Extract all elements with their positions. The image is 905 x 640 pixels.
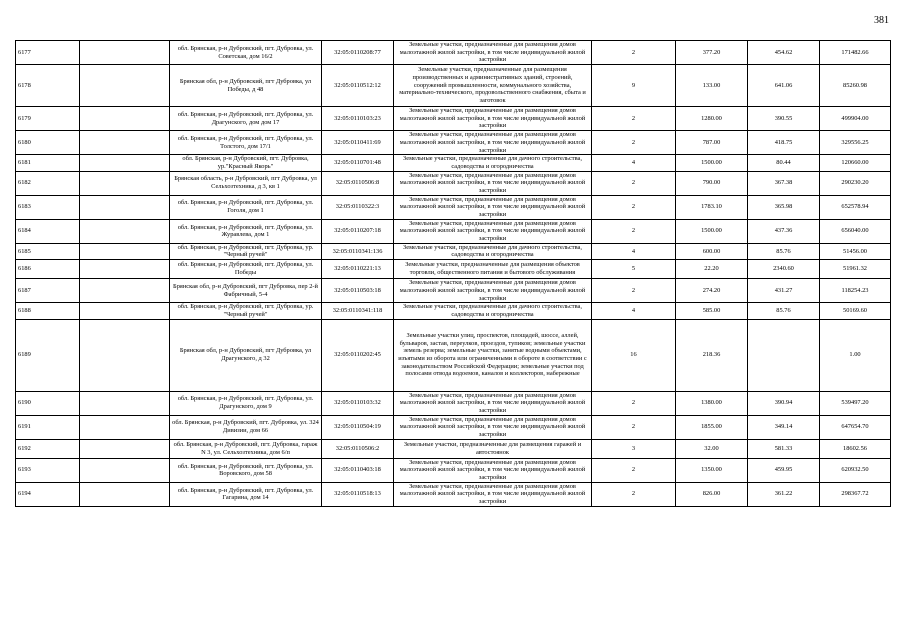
row-number: 6190 bbox=[16, 391, 80, 415]
empty-cell bbox=[80, 65, 170, 107]
table-row bbox=[16, 243, 891, 259]
cadastral-value-cell: 620932.50 bbox=[820, 458, 891, 482]
area-cell: 1500.00 bbox=[676, 219, 748, 243]
table-row bbox=[16, 65, 891, 107]
unit-value-cell: 418.75 bbox=[748, 131, 820, 155]
group-number-cell: 9 bbox=[592, 65, 676, 107]
area-cell: 1350.00 bbox=[676, 458, 748, 482]
empty-cell bbox=[80, 171, 170, 195]
area-cell: 1855.00 bbox=[676, 415, 748, 439]
cadastral-value-cell: 171482.66 bbox=[820, 41, 891, 65]
area-cell: 790.00 bbox=[676, 171, 748, 195]
unit-value-cell: 390.94 bbox=[748, 391, 820, 415]
address-cell: обл. Брянская, р-н Дубровский, пгт. Дубровка, ур. "Черный ручей" bbox=[170, 303, 322, 319]
cadastral-value-cell: 118254.23 bbox=[820, 279, 891, 303]
land-use-cell: Земельные участки, предназначенные для размещения домов малоэтажной жилой застройки, в том числе индивидуальной жилой застройки bbox=[394, 482, 592, 506]
table-row bbox=[16, 458, 891, 482]
area-cell: 274.20 bbox=[676, 279, 748, 303]
cadastral-value-cell: 539497.20 bbox=[820, 391, 891, 415]
cadastral-number-cell: 32:05:0110322:3 bbox=[322, 195, 394, 219]
page-number: 381 bbox=[874, 15, 889, 26]
address-cell: Брянская обл, р-н Дубровский, пгт Дубровка, ул Победы, д 48 bbox=[170, 65, 322, 107]
land-use-cell: Земельные участки, предназначенные для дачного строительства, садоводства и огородничества bbox=[394, 303, 592, 319]
unit-value-cell: 431.27 bbox=[748, 279, 820, 303]
area-cell: 1280.00 bbox=[676, 107, 748, 131]
cadastral-number-cell: 32:05:0110403:18 bbox=[322, 458, 394, 482]
cadastral-number-cell: 32:05:0110208:77 bbox=[322, 41, 394, 65]
area-cell: 826.00 bbox=[676, 482, 748, 506]
cadastral-number-cell: 32:05:0110221:13 bbox=[322, 260, 394, 279]
area-cell: 585.00 bbox=[676, 303, 748, 319]
group-number-cell: 5 bbox=[592, 260, 676, 279]
empty-cell bbox=[80, 41, 170, 65]
unit-value-cell: 365.98 bbox=[748, 195, 820, 219]
land-use-cell: Земельные участки, предназначенные для размещения объектов торговли, общественного питания и бытового обслуживания bbox=[394, 260, 592, 279]
group-number-cell: 2 bbox=[592, 131, 676, 155]
land-use-cell: Земельные участки, предназначенные для размещения гаражей и автостоянок bbox=[394, 439, 592, 458]
row-number: 6179 bbox=[16, 107, 80, 131]
area-cell: 1380.00 bbox=[676, 391, 748, 415]
group-number-cell: 2 bbox=[592, 171, 676, 195]
unit-value-cell: 454.62 bbox=[748, 41, 820, 65]
address-cell: обл. Брянская, р-н Дубровский, пгт. Дубровка, ул. Гоголя, дом 1 bbox=[170, 195, 322, 219]
unit-value-cell: 390.55 bbox=[748, 107, 820, 131]
empty-cell bbox=[80, 260, 170, 279]
cadastral-value-cell: 85260.98 bbox=[820, 65, 891, 107]
address-cell: обл. Брянская, р-н Дубровский, пгт. Дубровка, ул. Драгунского, дом дом 17 bbox=[170, 107, 322, 131]
area-cell: 600.00 bbox=[676, 243, 748, 259]
table-row bbox=[16, 195, 891, 219]
group-number-cell: 2 bbox=[592, 482, 676, 506]
cadastral-value-cell: 647654.70 bbox=[820, 415, 891, 439]
cadastral-number-cell: 32:05:0110103:23 bbox=[322, 107, 394, 131]
table-row bbox=[16, 319, 891, 391]
cadastral-value-cell: 329556.25 bbox=[820, 131, 891, 155]
area-cell: 1783.10 bbox=[676, 195, 748, 219]
group-number-cell: 3 bbox=[592, 439, 676, 458]
cadastral-number-cell: 32:05:0110341:118 bbox=[322, 303, 394, 319]
empty-cell bbox=[80, 458, 170, 482]
land-use-cell: Земельные участки, предназначенные для размещения домов малоэтажной жилой застройки, в том числе индивидуальной жилой застройки bbox=[394, 415, 592, 439]
cadastral-value-cell: 18602.56 bbox=[820, 439, 891, 458]
address-cell: обл. Брянская, р-н Дубровский, пгт. Дубровка, ул. Гагарина, дом 14 bbox=[170, 482, 322, 506]
address-cell: обл. Брянская, р-н Дубровский, пгт. Дубровка, ул. Журавлева, дом 1 bbox=[170, 219, 322, 243]
land-use-cell: Земельные участки, предназначенные для размещения домов малоэтажной жилой застройки, в том числе индивидуальной жилой застройки bbox=[394, 171, 592, 195]
row-number: 6177 bbox=[16, 41, 80, 65]
empty-cell bbox=[80, 439, 170, 458]
table-row bbox=[16, 415, 891, 439]
address-cell: обл. Брянская, р-н Дубровский, пгт. Дубровка, ур. "Черный ручей" bbox=[170, 243, 322, 259]
cadastral-number-cell: 32:05:0110503:18 bbox=[322, 279, 394, 303]
address-cell: обл. Брянская, р-н Дубровский, пгт. Дубровка, ул. Победы bbox=[170, 260, 322, 279]
unit-value-cell bbox=[748, 319, 820, 391]
area-cell: 1500.00 bbox=[676, 155, 748, 171]
land-use-cell: Земельные участки, предназначенные для размещения домов малоэтажной жилой застройки, в том числе индивидуальной жилой застройки bbox=[394, 219, 592, 243]
row-number: 6182 bbox=[16, 171, 80, 195]
group-number-cell: 2 bbox=[592, 279, 676, 303]
land-use-cell: Земельные участки, предназначенные для размещения домов малоэтажной жилой застройки, в том числе индивидуальной жилой застройки bbox=[394, 41, 592, 65]
empty-cell bbox=[80, 131, 170, 155]
cadastral-value-cell: 120660.00 bbox=[820, 155, 891, 171]
land-use-cell: Земельные участки, предназначенные для размещения домов малоэтажной жилой застройки, в том числе индивидуальной жилой застройки bbox=[394, 391, 592, 415]
area-cell: 218.36 bbox=[676, 319, 748, 391]
group-number-cell: 2 bbox=[592, 195, 676, 219]
unit-value-cell: 2340.60 bbox=[748, 260, 820, 279]
unit-value-cell: 459.95 bbox=[748, 458, 820, 482]
empty-cell bbox=[80, 303, 170, 319]
land-use-cell: Земельные участки, предназначенные для размещения домов малоэтажной жилой застройки, в том числе индивидуальной жилой застройки bbox=[394, 279, 592, 303]
cadastral-value-cell: 50169.60 bbox=[820, 303, 891, 319]
unit-value-cell: 349.14 bbox=[748, 415, 820, 439]
table-body bbox=[16, 41, 891, 507]
empty-cell bbox=[80, 482, 170, 506]
area-cell: 32.00 bbox=[676, 439, 748, 458]
cadastral-number-cell: 32:05:0110506:2 bbox=[322, 439, 394, 458]
unit-value-cell: 367.38 bbox=[748, 171, 820, 195]
cadastral-number-cell: 32:05:0110506:8 bbox=[322, 171, 394, 195]
unit-value-cell: 641.06 bbox=[748, 65, 820, 107]
empty-cell bbox=[80, 415, 170, 439]
row-number: 6185 bbox=[16, 243, 80, 259]
land-use-cell: Земельные участки, предназначенные для размещения домов малоэтажной жилой застройки, в том числе индивидуальной жилой застройки bbox=[394, 195, 592, 219]
empty-cell bbox=[80, 319, 170, 391]
row-number: 6189 bbox=[16, 319, 80, 391]
row-number: 6178 bbox=[16, 65, 80, 107]
cadastral-value-cell: 290230.20 bbox=[820, 171, 891, 195]
group-number-cell: 2 bbox=[592, 107, 676, 131]
land-use-cell: Земельные участки, предназначенные для размещения производственных и административных зданий, строений, сооружений промышленности, коммунального хозяйства, материально-технического, продовольственного снабжения, сбыта и заготовок bbox=[394, 65, 592, 107]
table-row bbox=[16, 439, 891, 458]
area-cell: 22.20 bbox=[676, 260, 748, 279]
row-number: 6193 bbox=[16, 458, 80, 482]
table-row bbox=[16, 155, 891, 171]
group-number-cell: 4 bbox=[592, 155, 676, 171]
unit-value-cell: 80.44 bbox=[748, 155, 820, 171]
address-cell: Брянская область, р-н Дубровский, пгт Дубровка, ул Сельхозтехника, д 3, кв 1 bbox=[170, 171, 322, 195]
empty-cell bbox=[80, 279, 170, 303]
cadastral-value-cell: 298367.72 bbox=[820, 482, 891, 506]
row-number: 6180 bbox=[16, 131, 80, 155]
cadastral-value-cell: 1.00 bbox=[820, 319, 891, 391]
group-number-cell: 4 bbox=[592, 303, 676, 319]
cadastral-value-cell: 51456.00 bbox=[820, 243, 891, 259]
address-cell: обл. Брянская, р-н Дубровский, пгт. Дубровка, ур."Красный Якорь" bbox=[170, 155, 322, 171]
cadastral-value-cell: 51961.32 bbox=[820, 260, 891, 279]
address-cell: обл. Брянская, р-н Дубровский, пгт. Дубровка, ул. Толстого, дом 17/1 bbox=[170, 131, 322, 155]
unit-value-cell: 85.76 bbox=[748, 243, 820, 259]
row-number: 6184 bbox=[16, 219, 80, 243]
empty-cell bbox=[80, 195, 170, 219]
cadastral-value-table bbox=[15, 40, 891, 507]
table-row bbox=[16, 219, 891, 243]
cadastral-number-cell: 32:05:0110504:19 bbox=[322, 415, 394, 439]
unit-value-cell: 85.76 bbox=[748, 303, 820, 319]
group-number-cell: 16 bbox=[592, 319, 676, 391]
table-row bbox=[16, 303, 891, 319]
group-number-cell: 2 bbox=[592, 219, 676, 243]
address-cell: обл. Брянская, р-н Дубровский, пгт. Дубровка, ул. Воровского, дом 58 bbox=[170, 458, 322, 482]
table-row bbox=[16, 171, 891, 195]
land-use-cell: Земельные участки улиц, проспектов, площадей, шоссе, аллей, бульваров, застав, переулков, проездов, тупиков; земельные участки земель резерва; земельные участки, занятые водными объектами, изъятыми из оборота или ограниченными в обороте в соответствии с законодательством Российской Федерации; земельные участки под полосами отвода водоемов, каналов и коллекторов, набережные bbox=[394, 319, 592, 391]
address-cell: обл. Брянская, р-н Дубровский, пгт. Дубровка, ул. Драгунского, дом 9 bbox=[170, 391, 322, 415]
row-number: 6181 bbox=[16, 155, 80, 171]
empty-cell bbox=[80, 391, 170, 415]
table-row bbox=[16, 391, 891, 415]
land-use-cell: Земельные участки, предназначенные для дачного строительства, садоводства и огородничества bbox=[394, 243, 592, 259]
cadastral-number-cell: 32:05:0110341:136 bbox=[322, 243, 394, 259]
table-row bbox=[16, 107, 891, 131]
cadastral-number-cell: 32:05:0110202:45 bbox=[322, 319, 394, 391]
empty-cell bbox=[80, 243, 170, 259]
land-use-cell: Земельные участки, предназначенные для размещения домов малоэтажной жилой застройки, в том числе индивидуальной жилой застройки bbox=[394, 107, 592, 131]
cadastral-value-cell: 656040.00 bbox=[820, 219, 891, 243]
area-cell: 377.20 bbox=[676, 41, 748, 65]
address-cell: обл. Брянская, р-н Дубровский, пгт. Дубровка, ул. 324 Дивизии, дом 66 bbox=[170, 415, 322, 439]
group-number-cell: 2 bbox=[592, 458, 676, 482]
table-row bbox=[16, 41, 891, 65]
row-number: 6187 bbox=[16, 279, 80, 303]
unit-value-cell: 361.22 bbox=[748, 482, 820, 506]
address-cell: Брянская обл, р-н Дубровский, пгт Дубровка, ул Драгунского, д 32 bbox=[170, 319, 322, 391]
table-row bbox=[16, 260, 891, 279]
address-cell: Брянская обл, р-н Дубровский, пгт Дубровка, пер 2-й Фабричный, 5-4 bbox=[170, 279, 322, 303]
cadastral-number-cell: 32:05:0110411:69 bbox=[322, 131, 394, 155]
empty-cell bbox=[80, 219, 170, 243]
unit-value-cell: 437.36 bbox=[748, 219, 820, 243]
group-number-cell: 2 bbox=[592, 391, 676, 415]
address-cell: обл. Брянская, р-н Дубровский, пгт. Дубровка, гараж N 3, ул. Сельхозтехника, дом 6/п bbox=[170, 439, 322, 458]
land-use-cell: Земельные участки, предназначенные для размещения домов малоэтажной жилой застройки, в том числе индивидуальной жилой застройки bbox=[394, 458, 592, 482]
cadastral-number-cell: 32:05:0110518:13 bbox=[322, 482, 394, 506]
table-row bbox=[16, 131, 891, 155]
row-number: 6188 bbox=[16, 303, 80, 319]
group-number-cell: 2 bbox=[592, 41, 676, 65]
cadastral-value-cell: 499904.00 bbox=[820, 107, 891, 131]
cadastral-number-cell: 32:05:0110103:32 bbox=[322, 391, 394, 415]
table-row bbox=[16, 279, 891, 303]
address-cell: обл. Брянская, р-н Дубровский, пгт. Дубровка, ул. Советская, дом 16/2 bbox=[170, 41, 322, 65]
group-number-cell: 4 bbox=[592, 243, 676, 259]
group-number-cell: 2 bbox=[592, 415, 676, 439]
cadastral-number-cell: 32:05:0110701:48 bbox=[322, 155, 394, 171]
row-number: 6192 bbox=[16, 439, 80, 458]
table-row bbox=[16, 482, 891, 506]
land-use-cell: Земельные участки, предназначенные для размещения домов малоэтажной жилой застройки, в том числе индивидуальной жилой застройки bbox=[394, 131, 592, 155]
area-cell: 133.00 bbox=[676, 65, 748, 107]
row-number: 6191 bbox=[16, 415, 80, 439]
unit-value-cell: 581.33 bbox=[748, 439, 820, 458]
land-use-cell: Земельные участки, предназначенные для дачного строительства, садоводства и огородничества bbox=[394, 155, 592, 171]
row-number: 6183 bbox=[16, 195, 80, 219]
empty-cell bbox=[80, 155, 170, 171]
cadastral-number-cell: 32:05:0110512:12 bbox=[322, 65, 394, 107]
empty-cell bbox=[80, 107, 170, 131]
row-number: 6194 bbox=[16, 482, 80, 506]
cadastral-number-cell: 32:05:0110207:18 bbox=[322, 219, 394, 243]
cadastral-value-cell: 652578.94 bbox=[820, 195, 891, 219]
area-cell: 787.00 bbox=[676, 131, 748, 155]
row-number: 6186 bbox=[16, 260, 80, 279]
